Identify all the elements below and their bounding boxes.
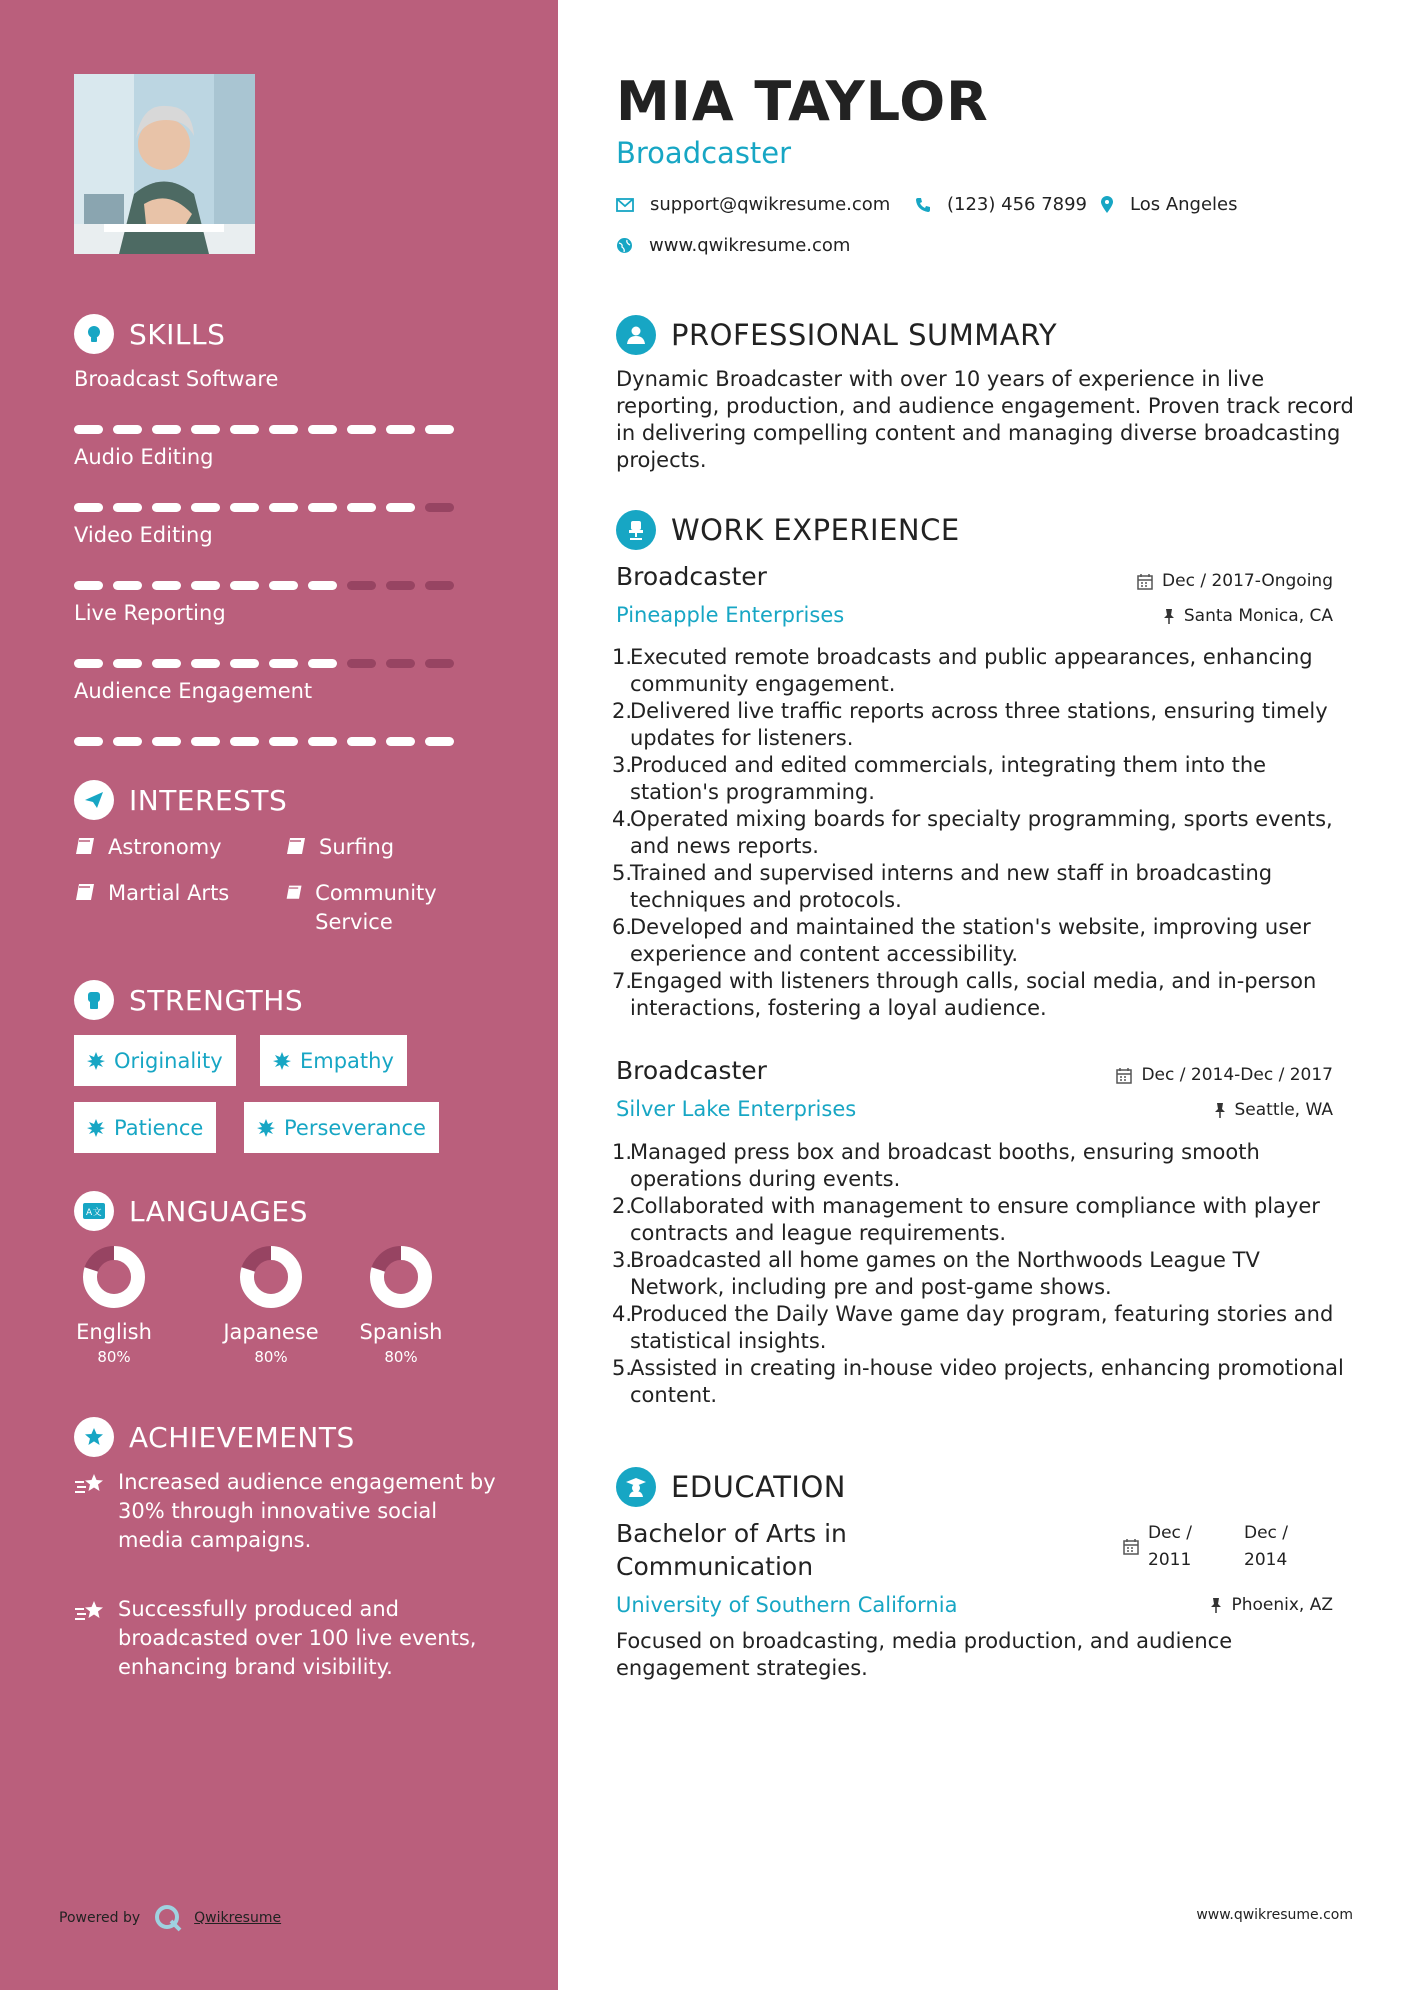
skill-dot xyxy=(152,425,181,434)
sidebar xyxy=(0,0,558,1990)
school-name: University of Southern California xyxy=(616,1593,958,1617)
interest-item xyxy=(285,879,485,937)
interest-label: Surfing xyxy=(319,835,395,859)
language-ring xyxy=(238,1244,304,1310)
skill-dot xyxy=(230,425,259,434)
skill-dot xyxy=(425,425,454,434)
strength-label: Empathy xyxy=(300,1048,394,1073)
interest-label: Martial Arts xyxy=(108,881,230,905)
skill-dot xyxy=(308,581,337,590)
list-item: 4. Operated mixing boards for specialty programming, sports events, and news reports. xyxy=(612,806,1357,860)
strength-badge xyxy=(74,1102,216,1153)
degree-title: Bachelor of Arts in Communication xyxy=(616,1519,847,1581)
skill-dot xyxy=(425,737,454,746)
education-location xyxy=(1210,1595,1333,1615)
map-pin-icon xyxy=(1100,196,1114,214)
skill-dot xyxy=(386,503,415,512)
interest-item xyxy=(285,833,394,862)
skill-level xyxy=(74,659,474,668)
burst-icon xyxy=(87,1052,105,1070)
bullet-text: Executed remote broadcasts and public appearances, enhancing community engagement. xyxy=(630,645,1313,696)
skill-dot xyxy=(269,425,298,434)
skill-dot xyxy=(347,503,376,512)
job-date xyxy=(1137,571,1333,591)
skill-dot xyxy=(269,737,298,746)
bullet-text: Produced and edited commercials, integrating them into the station's programming. xyxy=(630,753,1267,804)
envelope-icon xyxy=(616,198,634,212)
list-item: 5. Trained and supervised interns and new staff in broadcasting techniques and protocols. xyxy=(612,860,1357,914)
skills-title: SKILLS xyxy=(129,317,226,351)
list-item: 7. Engaged with listeners through calls, social media, and in-person interactions, fostering a loyal audience. xyxy=(612,968,1357,1022)
office-chair-icon xyxy=(616,510,656,550)
job-date-text: Dec / 2014-Dec / 2017 xyxy=(1141,1065,1333,1085)
list-item: 6. Developed and maintained the station's website, improving user experience and content accessibility. xyxy=(612,914,1357,968)
language-ring xyxy=(368,1244,434,1310)
book-icon xyxy=(285,837,307,857)
interest-item xyxy=(74,879,229,908)
language-name: Japanese xyxy=(223,1320,319,1344)
skill-dot xyxy=(191,503,220,512)
skill-dot xyxy=(230,503,259,512)
strengths-heading xyxy=(74,980,303,1020)
book-icon xyxy=(285,883,303,903)
candidate-role: Broadcaster xyxy=(616,136,792,170)
skill-dot xyxy=(74,503,103,512)
achievements-heading xyxy=(74,1417,355,1457)
skill-dot xyxy=(113,659,142,668)
languages-heading xyxy=(74,1191,308,1231)
burst-icon xyxy=(273,1052,291,1070)
job-location-text: Santa Monica, CA xyxy=(1183,606,1333,626)
achievement-text: Successfully produced and broadcasted over 100 live events, enhancing brand visibility. xyxy=(118,1597,477,1679)
skill-dot xyxy=(308,737,337,746)
achievements-title: ACHIEVEMENTS xyxy=(129,1420,355,1454)
skill-dot xyxy=(74,581,103,590)
skill-dot xyxy=(425,503,454,512)
website-text: www.qwikresume.com xyxy=(649,235,851,256)
skill-dot xyxy=(74,659,103,668)
skill-dot xyxy=(113,581,142,590)
calendar-icon xyxy=(1116,1067,1132,1084)
job-title: Broadcaster xyxy=(616,1056,767,1085)
language-name: English xyxy=(76,1320,152,1344)
skill-dot xyxy=(152,737,181,746)
email-text: support@qwikresume.com xyxy=(650,194,891,215)
list-item: 3. Produced and edited commercials, integrating them into the station's programming. xyxy=(612,752,1357,806)
user-icon xyxy=(616,315,656,355)
skill-dot xyxy=(74,425,103,434)
language-percent: 80% xyxy=(97,1348,131,1366)
skill-level xyxy=(74,581,474,590)
interests-title: INTERESTS xyxy=(129,783,288,817)
book-icon xyxy=(74,883,96,903)
main-content xyxy=(558,0,1407,1990)
summary-text: Dynamic Broadcaster with over 10 years of experience in live reporting, production, and audience engagement. Proven track record in delivering compelling content and managing diverse broadcasting projects. xyxy=(616,367,1354,472)
star-badge-icon xyxy=(74,1417,114,1457)
bullet-text: Operated mixing boards for specialty programming, sports events, and news reports. xyxy=(630,807,1333,858)
contact-phone[interactable] xyxy=(915,194,1087,215)
raised-fist-icon xyxy=(74,980,114,1020)
list-item: 5. Assisted in creating in-house video projects, enhancing promotional content. xyxy=(612,1355,1357,1409)
job-location xyxy=(1163,606,1333,626)
languages-title: LANGUAGES xyxy=(129,1194,308,1228)
skill-dot xyxy=(152,659,181,668)
skill-dot xyxy=(308,659,337,668)
skill-dot xyxy=(191,659,220,668)
job-date xyxy=(1116,1065,1333,1085)
calendar-icon xyxy=(1123,1538,1139,1559)
skill-name: Broadcast Software xyxy=(74,367,279,391)
skill-dot xyxy=(269,581,298,590)
pushpin-icon xyxy=(1210,1597,1222,1614)
list-item: 1. Executed remote broadcasts and public appearances, enhancing community engagement. xyxy=(612,644,1357,698)
lightbulb-icon xyxy=(74,314,114,354)
job-date-text: Dec / 2017-Ongoing xyxy=(1162,571,1333,591)
strength-label: Originality xyxy=(114,1048,223,1073)
skill-name: Audience Engagement xyxy=(74,679,313,703)
contact-email[interactable] xyxy=(616,194,890,215)
skill-dot xyxy=(113,425,142,434)
burst-icon xyxy=(257,1119,275,1137)
candidate-name: MIA TAYLOR xyxy=(616,70,989,133)
skill-level xyxy=(74,737,474,746)
powered-by-brand-link[interactable]: Qwikresume xyxy=(194,1910,282,1926)
skill-dot xyxy=(152,581,181,590)
job-bullets xyxy=(612,644,1357,1022)
interests-heading xyxy=(74,780,287,820)
skill-dot xyxy=(347,659,376,668)
language-percent: 80% xyxy=(384,1348,418,1366)
calendar-icon xyxy=(1137,573,1153,590)
interest-label: Astronomy xyxy=(108,835,222,859)
skill-level xyxy=(74,503,474,512)
summary-heading xyxy=(616,315,1057,355)
strengths-title: STRENGTHS xyxy=(129,983,304,1017)
bullet-text: Collaborated with management to ensure compliance with player contracts and league requirements. xyxy=(630,1194,1320,1245)
skill-dot xyxy=(113,737,142,746)
achievement-text: Increased audience engagement by 30% through innovative social media campaigns. xyxy=(118,1470,496,1552)
language-ring xyxy=(81,1244,147,1310)
shooting-star-icon xyxy=(74,1472,108,1498)
skill-dot xyxy=(386,659,415,668)
education-description: Focused on broadcasting, media production, and audience engagement strategies. xyxy=(616,1629,1233,1680)
skill-dot xyxy=(425,659,454,668)
qwikresume-logo-icon xyxy=(154,1904,182,1932)
strength-label: Perseverance xyxy=(284,1115,426,1140)
bullet-text: Engaged with listeners through calls, social media, and in-person interactions, fostering a loyal audience. xyxy=(630,969,1317,1020)
achievement-item xyxy=(74,1468,504,1555)
list-item: 2. Delivered live traffic reports across three stations, ensuring timely updates for listeners. xyxy=(612,698,1357,752)
skill-dot xyxy=(113,503,142,512)
experience-heading xyxy=(616,510,960,550)
skill-item xyxy=(74,367,474,434)
shooting-star-icon xyxy=(74,1599,108,1625)
education-title: EDUCATION xyxy=(671,1470,847,1504)
skill-dot xyxy=(347,581,376,590)
contact-website[interactable] xyxy=(616,235,850,256)
phone-text: (123) 456 7899 xyxy=(947,194,1088,215)
bullet-text: Trained and supervised interns and new staff in broadcasting techniques and protocols. xyxy=(630,861,1273,912)
skill-name: Audio Editing xyxy=(74,445,214,469)
skill-dot xyxy=(191,425,220,434)
strength-badge xyxy=(244,1102,439,1153)
pushpin-icon xyxy=(1214,1102,1226,1119)
skills-heading xyxy=(74,314,225,354)
job-title: Broadcaster xyxy=(616,562,767,591)
bullet-text: Broadcasted all home games on the Northwoods League TV Network, including pre and post-game shows. xyxy=(630,1248,1260,1299)
skill-dot xyxy=(191,581,220,590)
bullet-text: Developed and maintained the station's website, improving user experience and content accessibility. xyxy=(630,915,1311,966)
svg-text:A文: A文 xyxy=(86,1208,103,1218)
list-item: 2. Collaborated with management to ensure compliance with player contracts and league requirements. xyxy=(612,1193,1357,1247)
skill-level xyxy=(74,425,474,434)
skill-dot xyxy=(308,503,337,512)
language-item xyxy=(44,1244,184,1366)
strength-label: Patience xyxy=(114,1115,204,1140)
bullet-text: Produced the Daily Wave game day program, featuring stories and statistical insights. xyxy=(630,1302,1334,1353)
bullet-text: Assisted in creating in-house video projects, enhancing promotional content. xyxy=(630,1356,1344,1407)
skill-dot xyxy=(269,659,298,668)
location-text: Los Angeles xyxy=(1130,194,1238,215)
skill-dot xyxy=(347,425,376,434)
skill-name: Live Reporting xyxy=(74,601,226,625)
skill-dot xyxy=(386,425,415,434)
globe-icon xyxy=(616,237,633,254)
burst-icon xyxy=(87,1119,105,1137)
skill-item xyxy=(74,601,474,668)
education-heading xyxy=(616,1467,846,1507)
job-location-text: Seattle, WA xyxy=(1234,1100,1333,1120)
list-item: 4. Produced the Daily Wave game day program, featuring stories and statistical insights. xyxy=(612,1301,1357,1355)
skill-item xyxy=(74,523,474,590)
footer-website-link[interactable]: www.qwikresume.com xyxy=(1196,1907,1353,1923)
education-start: Dec / 2011 xyxy=(1148,1523,1193,1570)
language-item xyxy=(331,1244,471,1366)
contact-location xyxy=(1100,194,1238,215)
skill-dot xyxy=(230,581,259,590)
powered-by xyxy=(59,1904,281,1932)
language-name: Spanish xyxy=(359,1320,443,1344)
education-location-text: Phoenix, AZ xyxy=(1231,1595,1333,1615)
company-name: Pineapple Enterprises xyxy=(616,603,845,627)
language-card-icon xyxy=(74,1191,114,1231)
interest-label: Community Service xyxy=(315,881,437,934)
skill-dot xyxy=(308,425,337,434)
bullet-text: Managed press box and broadcast booths, ensuring smooth operations during events. xyxy=(630,1140,1260,1191)
bullet-text: Delivered live traffic reports across three stations, ensuring timely updates for listeners. xyxy=(630,699,1328,750)
experience-title: WORK EXPERIENCE xyxy=(671,513,960,547)
job-location xyxy=(1214,1100,1334,1120)
skill-dot xyxy=(191,737,220,746)
skill-dot xyxy=(386,581,415,590)
skill-name: Video Editing xyxy=(74,523,213,547)
skill-dot xyxy=(425,581,454,590)
strength-badge xyxy=(74,1035,236,1086)
list-item: 3. Broadcasted all home games on the Northwoods League TV Network, including pre and post-game shows. xyxy=(612,1247,1357,1301)
skill-item xyxy=(74,445,474,512)
skill-dot xyxy=(230,737,259,746)
language-percent: 80% xyxy=(254,1348,288,1366)
skill-dot xyxy=(386,737,415,746)
achievement-item xyxy=(74,1595,504,1682)
skill-item xyxy=(74,679,474,746)
job-bullets xyxy=(612,1139,1357,1409)
education-end: Dec / 2014 xyxy=(1244,1523,1289,1570)
graduate-icon xyxy=(616,1467,656,1507)
language-item xyxy=(201,1244,341,1366)
phone-icon xyxy=(915,197,931,213)
powered-by-label: Powered by xyxy=(59,1910,141,1926)
strength-badge xyxy=(260,1035,407,1086)
interest-item xyxy=(74,833,222,862)
summary-title: PROFESSIONAL SUMMARY xyxy=(671,318,1058,352)
pushpin-icon xyxy=(1163,608,1175,625)
company-name: Silver Lake Enterprises xyxy=(616,1097,857,1121)
profile-photo xyxy=(74,74,255,254)
skill-dot xyxy=(152,503,181,512)
paper-plane-icon xyxy=(74,780,114,820)
skill-dot xyxy=(269,503,298,512)
list-item: 1. Managed press box and broadcast booths, ensuring smooth operations during events. xyxy=(612,1139,1357,1193)
skill-dot xyxy=(74,737,103,746)
book-icon xyxy=(74,837,96,857)
skill-dot xyxy=(230,659,259,668)
skill-dot xyxy=(347,737,376,746)
